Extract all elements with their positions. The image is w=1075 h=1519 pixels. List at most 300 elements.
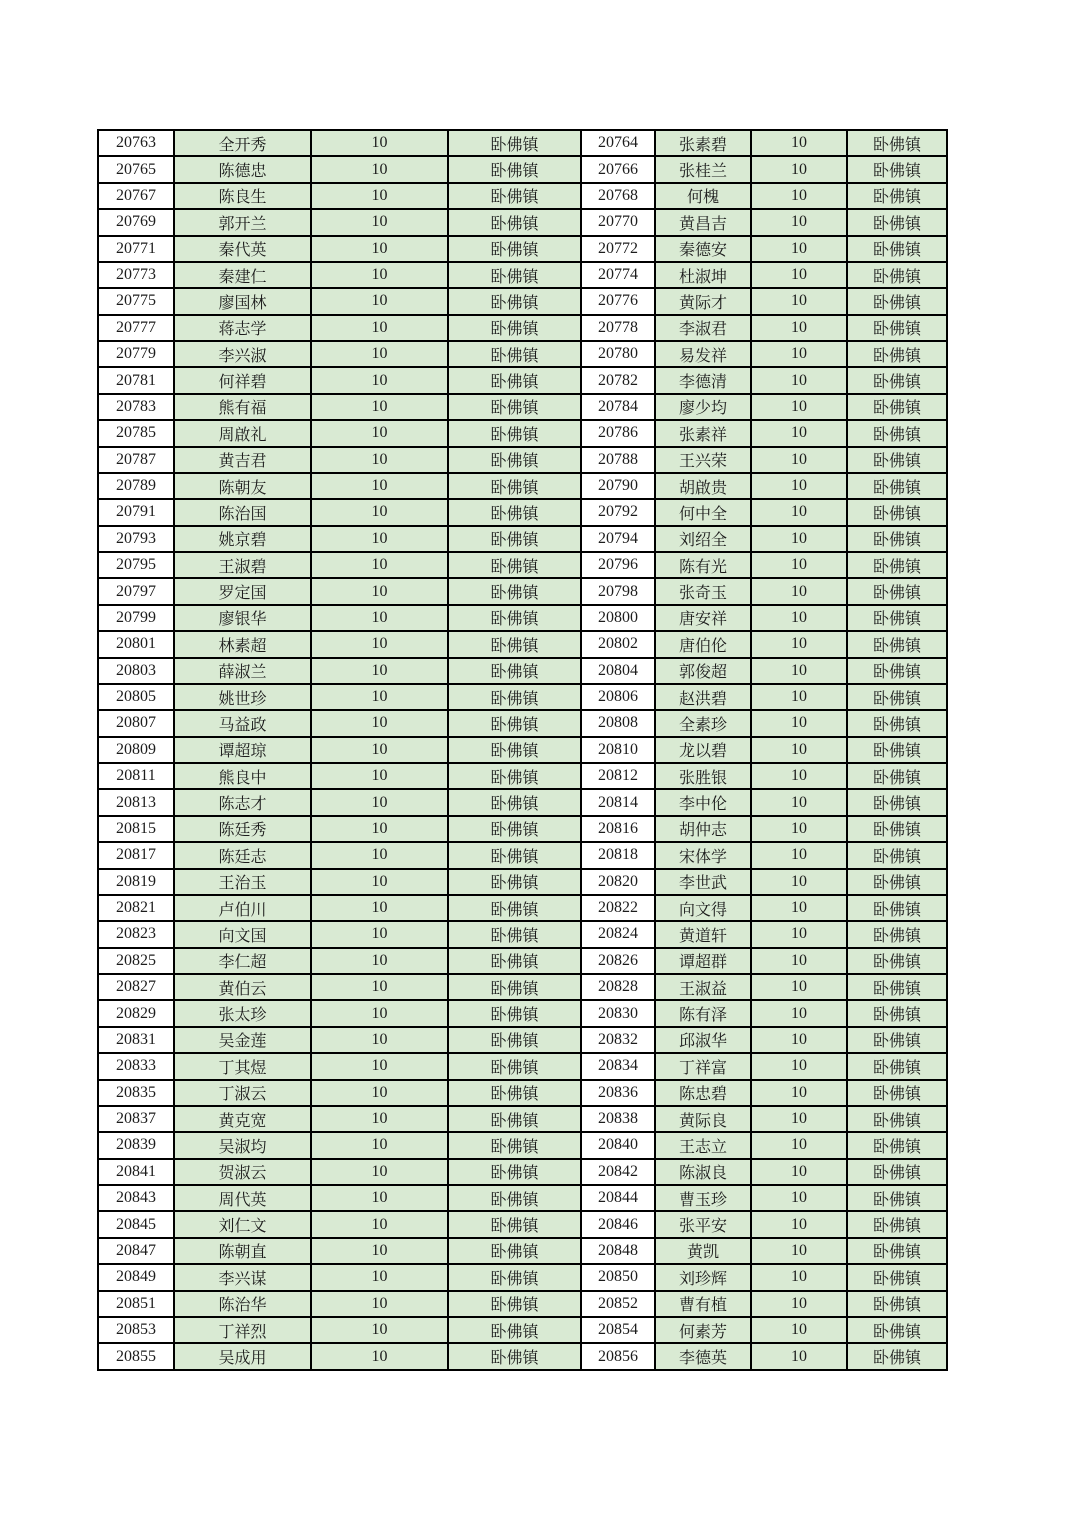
- right-name-cell: 曹玉珍: [655, 1185, 751, 1211]
- right-name-cell: 易发祥: [655, 341, 751, 367]
- left-name-cell: 丁祥烈: [174, 1317, 311, 1343]
- right-name-cell: 王淑益: [655, 974, 751, 1000]
- left-value-cell: 10: [311, 1211, 448, 1237]
- table-row: [98, 842, 947, 868]
- left-town-cell: 卧佛镇: [448, 816, 581, 842]
- right-value-cell: 10: [751, 921, 847, 947]
- left-name-cell: 廖国林: [174, 288, 311, 314]
- right-town-cell: 卧佛镇: [847, 156, 947, 182]
- table-row: [98, 341, 947, 367]
- right-id-cell: 20840: [581, 1132, 655, 1158]
- left-id-cell: 20825: [98, 948, 174, 974]
- right-value-cell: 10: [751, 631, 847, 657]
- table-row: [98, 1053, 947, 1079]
- table-row: [98, 631, 947, 657]
- right-value-cell: 10: [751, 658, 847, 684]
- right-name-cell: 张桂兰: [655, 156, 751, 182]
- right-value-cell: 10: [751, 1317, 847, 1343]
- left-value-cell: 10: [311, 367, 448, 393]
- table-row: [98, 262, 947, 288]
- right-value-cell: 10: [751, 605, 847, 631]
- right-id-cell: 20822: [581, 895, 655, 921]
- left-value-cell: 10: [311, 895, 448, 921]
- left-value-cell: 10: [311, 394, 448, 420]
- left-name-cell: 秦代英: [174, 236, 311, 262]
- left-value-cell: 10: [311, 288, 448, 314]
- table-row: [98, 816, 947, 842]
- right-name-cell: 唐伯伦: [655, 631, 751, 657]
- right-name-cell: 郭俊超: [655, 658, 751, 684]
- right-town-cell: 卧佛镇: [847, 1106, 947, 1132]
- table-row: [98, 869, 947, 895]
- left-town-cell: 卧佛镇: [448, 394, 581, 420]
- left-town-cell: 卧佛镇: [448, 526, 581, 552]
- left-id-cell: 20853: [98, 1317, 174, 1343]
- right-id-cell: 20804: [581, 658, 655, 684]
- right-value-cell: 10: [751, 420, 847, 446]
- left-id-cell: 20791: [98, 499, 174, 525]
- right-value-cell: 10: [751, 447, 847, 473]
- table-row: [98, 1106, 947, 1132]
- right-id-cell: 20810: [581, 737, 655, 763]
- right-town-cell: 卧佛镇: [847, 842, 947, 868]
- table-row: [98, 1080, 947, 1106]
- right-id-cell: 20792: [581, 499, 655, 525]
- right-id-cell: 20794: [581, 526, 655, 552]
- right-id-cell: 20806: [581, 684, 655, 710]
- left-name-cell: 何祥碧: [174, 367, 311, 393]
- right-name-cell: 向文得: [655, 895, 751, 921]
- roster-table-body: [98, 130, 947, 1370]
- right-id-cell: 20814: [581, 789, 655, 815]
- left-id-cell: 20847: [98, 1238, 174, 1264]
- right-name-cell: 李德英: [655, 1343, 751, 1370]
- left-value-cell: 10: [311, 130, 448, 156]
- left-value-cell: 10: [311, 1238, 448, 1264]
- left-value-cell: 10: [311, 526, 448, 552]
- right-value-cell: 10: [751, 789, 847, 815]
- left-id-cell: 20765: [98, 156, 174, 182]
- table-row: [98, 789, 947, 815]
- left-town-cell: 卧佛镇: [448, 842, 581, 868]
- right-value-cell: 10: [751, 130, 847, 156]
- left-value-cell: 10: [311, 236, 448, 262]
- left-name-cell: 熊良中: [174, 763, 311, 789]
- table-row: [98, 763, 947, 789]
- left-name-cell: 廖银华: [174, 605, 311, 631]
- left-id-cell: 20785: [98, 420, 174, 446]
- left-value-cell: 10: [311, 315, 448, 341]
- left-value-cell: 10: [311, 552, 448, 578]
- right-id-cell: 20844: [581, 1185, 655, 1211]
- right-name-cell: 黄昌吉: [655, 209, 751, 235]
- right-town-cell: 卧佛镇: [847, 763, 947, 789]
- left-town-cell: 卧佛镇: [448, 209, 581, 235]
- right-id-cell: 20784: [581, 394, 655, 420]
- right-id-cell: 20826: [581, 948, 655, 974]
- right-town-cell: 卧佛镇: [847, 658, 947, 684]
- right-value-cell: 10: [751, 209, 847, 235]
- right-id-cell: 20798: [581, 578, 655, 604]
- right-id-cell: 20776: [581, 288, 655, 314]
- right-town-cell: 卧佛镇: [847, 315, 947, 341]
- table-row: [98, 156, 947, 182]
- left-name-cell: 陈廷秀: [174, 816, 311, 842]
- left-town-cell: 卧佛镇: [448, 1132, 581, 1158]
- right-town-cell: 卧佛镇: [847, 948, 947, 974]
- right-value-cell: 10: [751, 1000, 847, 1026]
- table-row: [98, 921, 947, 947]
- right-town-cell: 卧佛镇: [847, 367, 947, 393]
- right-value-cell: 10: [751, 526, 847, 552]
- left-town-cell: 卧佛镇: [448, 578, 581, 604]
- left-value-cell: 10: [311, 684, 448, 710]
- left-value-cell: 10: [311, 1343, 448, 1370]
- left-value-cell: 10: [311, 737, 448, 763]
- table-row: [98, 499, 947, 525]
- left-id-cell: 20827: [98, 974, 174, 1000]
- table-row: [98, 130, 947, 156]
- left-name-cell: 陈德忠: [174, 156, 311, 182]
- right-value-cell: 10: [751, 974, 847, 1000]
- table-row: [98, 1185, 947, 1211]
- right-town-cell: 卧佛镇: [847, 1264, 947, 1290]
- right-value-cell: 10: [751, 869, 847, 895]
- left-town-cell: 卧佛镇: [448, 789, 581, 815]
- right-town-cell: 卧佛镇: [847, 869, 947, 895]
- right-value-cell: 10: [751, 1132, 847, 1158]
- left-id-cell: 20789: [98, 473, 174, 499]
- left-town-cell: 卧佛镇: [448, 684, 581, 710]
- left-town-cell: 卧佛镇: [448, 1317, 581, 1343]
- left-value-cell: 10: [311, 1264, 448, 1290]
- right-value-cell: 10: [751, 1211, 847, 1237]
- left-town-cell: 卧佛镇: [448, 156, 581, 182]
- left-id-cell: 20819: [98, 869, 174, 895]
- table-row: [98, 1132, 947, 1158]
- right-name-cell: 黄凯: [655, 1238, 751, 1264]
- left-name-cell: 秦建仁: [174, 262, 311, 288]
- left-id-cell: 20767: [98, 183, 174, 209]
- right-town-cell: 卧佛镇: [847, 816, 947, 842]
- left-value-cell: 10: [311, 1317, 448, 1343]
- table-row: [98, 183, 947, 209]
- left-name-cell: 姚京碧: [174, 526, 311, 552]
- left-name-cell: 刘仁文: [174, 1211, 311, 1237]
- left-id-cell: 20775: [98, 288, 174, 314]
- left-value-cell: 10: [311, 578, 448, 604]
- table-row: [98, 684, 947, 710]
- right-name-cell: 杜淑坤: [655, 262, 751, 288]
- left-name-cell: 贺淑云: [174, 1159, 311, 1185]
- right-id-cell: 20802: [581, 631, 655, 657]
- right-name-cell: 何素芳: [655, 1317, 751, 1343]
- right-name-cell: 李德清: [655, 367, 751, 393]
- left-id-cell: 20797: [98, 578, 174, 604]
- left-town-cell: 卧佛镇: [448, 1343, 581, 1370]
- left-id-cell: 20815: [98, 816, 174, 842]
- right-name-cell: 张奇玉: [655, 578, 751, 604]
- left-town-cell: 卧佛镇: [448, 1080, 581, 1106]
- table-row: [98, 948, 947, 974]
- left-town-cell: 卧佛镇: [448, 1238, 581, 1264]
- roster-table: [97, 129, 948, 1371]
- right-name-cell: 张素祥: [655, 420, 751, 446]
- right-name-cell: 何槐: [655, 183, 751, 209]
- right-value-cell: 10: [751, 710, 847, 736]
- left-id-cell: 20783: [98, 394, 174, 420]
- table-row: [98, 1000, 947, 1026]
- right-town-cell: 卧佛镇: [847, 183, 947, 209]
- right-name-cell: 龙以碧: [655, 737, 751, 763]
- left-name-cell: 吴金莲: [174, 1027, 311, 1053]
- left-town-cell: 卧佛镇: [448, 183, 581, 209]
- right-name-cell: 邱淑华: [655, 1027, 751, 1053]
- left-value-cell: 10: [311, 447, 448, 473]
- right-id-cell: 20800: [581, 605, 655, 631]
- left-id-cell: 20787: [98, 447, 174, 473]
- right-town-cell: 卧佛镇: [847, 1080, 947, 1106]
- table-row: [98, 394, 947, 420]
- table-row: [98, 1238, 947, 1264]
- left-town-cell: 卧佛镇: [448, 869, 581, 895]
- left-town-cell: 卧佛镇: [448, 1027, 581, 1053]
- right-id-cell: 20832: [581, 1027, 655, 1053]
- right-id-cell: 20834: [581, 1053, 655, 1079]
- right-town-cell: 卧佛镇: [847, 236, 947, 262]
- right-id-cell: 20812: [581, 763, 655, 789]
- left-id-cell: 20849: [98, 1264, 174, 1290]
- left-name-cell: 丁其煜: [174, 1053, 311, 1079]
- right-name-cell: 谭超群: [655, 948, 751, 974]
- left-name-cell: 黄吉君: [174, 447, 311, 473]
- right-town-cell: 卧佛镇: [847, 394, 947, 420]
- left-town-cell: 卧佛镇: [448, 1291, 581, 1317]
- right-value-cell: 10: [751, 367, 847, 393]
- left-value-cell: 10: [311, 816, 448, 842]
- right-value-cell: 10: [751, 763, 847, 789]
- right-town-cell: 卧佛镇: [847, 1291, 947, 1317]
- left-town-cell: 卧佛镇: [448, 315, 581, 341]
- left-town-cell: 卧佛镇: [448, 948, 581, 974]
- left-name-cell: 陈志才: [174, 789, 311, 815]
- table-row: [98, 578, 947, 604]
- left-id-cell: 20799: [98, 605, 174, 631]
- right-town-cell: 卧佛镇: [847, 1159, 947, 1185]
- left-value-cell: 10: [311, 1053, 448, 1079]
- table-row: [98, 658, 947, 684]
- left-value-cell: 10: [311, 842, 448, 868]
- left-id-cell: 20837: [98, 1106, 174, 1132]
- right-value-cell: 10: [751, 183, 847, 209]
- left-id-cell: 20809: [98, 737, 174, 763]
- left-name-cell: 丁淑云: [174, 1080, 311, 1106]
- right-id-cell: 20780: [581, 341, 655, 367]
- table-row: [98, 288, 947, 314]
- left-town-cell: 卧佛镇: [448, 420, 581, 446]
- left-town-cell: 卧佛镇: [448, 262, 581, 288]
- left-town-cell: 卧佛镇: [448, 974, 581, 1000]
- left-town-cell: 卧佛镇: [448, 737, 581, 763]
- table-row: [98, 895, 947, 921]
- left-name-cell: 向文国: [174, 921, 311, 947]
- right-value-cell: 10: [751, 816, 847, 842]
- right-value-cell: 10: [751, 684, 847, 710]
- right-id-cell: 20818: [581, 842, 655, 868]
- right-town-cell: 卧佛镇: [847, 447, 947, 473]
- left-value-cell: 10: [311, 789, 448, 815]
- left-town-cell: 卧佛镇: [448, 710, 581, 736]
- right-name-cell: 王兴荣: [655, 447, 751, 473]
- right-name-cell: 黄道轩: [655, 921, 751, 947]
- left-name-cell: 周代英: [174, 1185, 311, 1211]
- table-row: [98, 1027, 947, 1053]
- left-id-cell: 20821: [98, 895, 174, 921]
- left-name-cell: 陈良生: [174, 183, 311, 209]
- right-value-cell: 10: [751, 1343, 847, 1370]
- right-id-cell: 20830: [581, 1000, 655, 1026]
- right-town-cell: 卧佛镇: [847, 578, 947, 604]
- right-name-cell: 全素珍: [655, 710, 751, 736]
- left-town-cell: 卧佛镇: [448, 473, 581, 499]
- left-id-cell: 20795: [98, 552, 174, 578]
- right-value-cell: 10: [751, 288, 847, 314]
- right-name-cell: 曹有植: [655, 1291, 751, 1317]
- right-name-cell: 陈有光: [655, 552, 751, 578]
- right-name-cell: 胡仲志: [655, 816, 751, 842]
- left-id-cell: 20841: [98, 1159, 174, 1185]
- left-id-cell: 20801: [98, 631, 174, 657]
- right-name-cell: 黄际良: [655, 1106, 751, 1132]
- right-id-cell: 20838: [581, 1106, 655, 1132]
- left-name-cell: 郭开兰: [174, 209, 311, 235]
- left-id-cell: 20771: [98, 236, 174, 262]
- left-name-cell: 李兴谋: [174, 1264, 311, 1290]
- left-town-cell: 卧佛镇: [448, 1000, 581, 1026]
- left-town-cell: 卧佛镇: [448, 236, 581, 262]
- left-id-cell: 20855: [98, 1343, 174, 1370]
- left-name-cell: 周啟礼: [174, 420, 311, 446]
- left-value-cell: 10: [311, 499, 448, 525]
- right-town-cell: 卧佛镇: [847, 1053, 947, 1079]
- right-id-cell: 20768: [581, 183, 655, 209]
- right-id-cell: 20774: [581, 262, 655, 288]
- left-name-cell: 李兴淑: [174, 341, 311, 367]
- left-id-cell: 20845: [98, 1211, 174, 1237]
- left-value-cell: 10: [311, 1080, 448, 1106]
- left-id-cell: 20793: [98, 526, 174, 552]
- right-value-cell: 10: [751, 1053, 847, 1079]
- left-value-cell: 10: [311, 341, 448, 367]
- right-town-cell: 卧佛镇: [847, 974, 947, 1000]
- right-value-cell: 10: [751, 842, 847, 868]
- right-name-cell: 陈有泽: [655, 1000, 751, 1026]
- left-value-cell: 10: [311, 763, 448, 789]
- left-name-cell: 全开秀: [174, 130, 311, 156]
- right-town-cell: 卧佛镇: [847, 631, 947, 657]
- left-name-cell: 薛淑兰: [174, 658, 311, 684]
- left-id-cell: 20769: [98, 209, 174, 235]
- right-id-cell: 20790: [581, 473, 655, 499]
- right-town-cell: 卧佛镇: [847, 209, 947, 235]
- right-name-cell: 李世武: [655, 869, 751, 895]
- right-town-cell: 卧佛镇: [847, 499, 947, 525]
- right-value-cell: 10: [751, 315, 847, 341]
- right-value-cell: 10: [751, 895, 847, 921]
- right-name-cell: 张素碧: [655, 130, 751, 156]
- left-id-cell: 20773: [98, 262, 174, 288]
- left-name-cell: 黄伯云: [174, 974, 311, 1000]
- left-name-cell: 李仁超: [174, 948, 311, 974]
- right-value-cell: 10: [751, 1027, 847, 1053]
- right-value-cell: 10: [751, 236, 847, 262]
- right-town-cell: 卧佛镇: [847, 710, 947, 736]
- left-id-cell: 20833: [98, 1053, 174, 1079]
- right-town-cell: 卧佛镇: [847, 262, 947, 288]
- left-town-cell: 卧佛镇: [448, 499, 581, 525]
- left-name-cell: 罗定国: [174, 578, 311, 604]
- left-id-cell: 20831: [98, 1027, 174, 1053]
- left-town-cell: 卧佛镇: [448, 658, 581, 684]
- right-town-cell: 卧佛镇: [847, 737, 947, 763]
- table-row: [98, 315, 947, 341]
- left-value-cell: 10: [311, 631, 448, 657]
- right-value-cell: 10: [751, 156, 847, 182]
- left-name-cell: 吴成用: [174, 1343, 311, 1370]
- right-town-cell: 卧佛镇: [847, 1238, 947, 1264]
- left-id-cell: 20779: [98, 341, 174, 367]
- left-value-cell: 10: [311, 1159, 448, 1185]
- left-town-cell: 卧佛镇: [448, 130, 581, 156]
- right-id-cell: 20766: [581, 156, 655, 182]
- left-name-cell: 吴淑均: [174, 1132, 311, 1158]
- left-value-cell: 10: [311, 1132, 448, 1158]
- right-id-cell: 20786: [581, 420, 655, 446]
- right-name-cell: 宋体学: [655, 842, 751, 868]
- right-value-cell: 10: [751, 341, 847, 367]
- right-name-cell: 刘珍辉: [655, 1264, 751, 1290]
- left-id-cell: 20811: [98, 763, 174, 789]
- left-town-cell: 卧佛镇: [448, 1211, 581, 1237]
- left-value-cell: 10: [311, 156, 448, 182]
- right-town-cell: 卧佛镇: [847, 1027, 947, 1053]
- right-id-cell: 20772: [581, 236, 655, 262]
- right-town-cell: 卧佛镇: [847, 605, 947, 631]
- right-town-cell: 卧佛镇: [847, 552, 947, 578]
- left-value-cell: 10: [311, 1106, 448, 1132]
- table-row: [98, 420, 947, 446]
- left-name-cell: 卢伯川: [174, 895, 311, 921]
- left-id-cell: 20813: [98, 789, 174, 815]
- left-town-cell: 卧佛镇: [448, 605, 581, 631]
- left-name-cell: 王治玉: [174, 869, 311, 895]
- table-row: [98, 552, 947, 578]
- table-row: [98, 1159, 947, 1185]
- left-id-cell: 20805: [98, 684, 174, 710]
- right-value-cell: 10: [751, 1185, 847, 1211]
- table-row: [98, 1211, 947, 1237]
- right-town-cell: 卧佛镇: [847, 473, 947, 499]
- left-town-cell: 卧佛镇: [448, 895, 581, 921]
- left-id-cell: 20843: [98, 1185, 174, 1211]
- right-town-cell: 卧佛镇: [847, 789, 947, 815]
- table-row: [98, 367, 947, 393]
- left-value-cell: 10: [311, 710, 448, 736]
- table-row: [98, 1291, 947, 1317]
- left-id-cell: 20763: [98, 130, 174, 156]
- table-row: [98, 447, 947, 473]
- left-town-cell: 卧佛镇: [448, 1185, 581, 1211]
